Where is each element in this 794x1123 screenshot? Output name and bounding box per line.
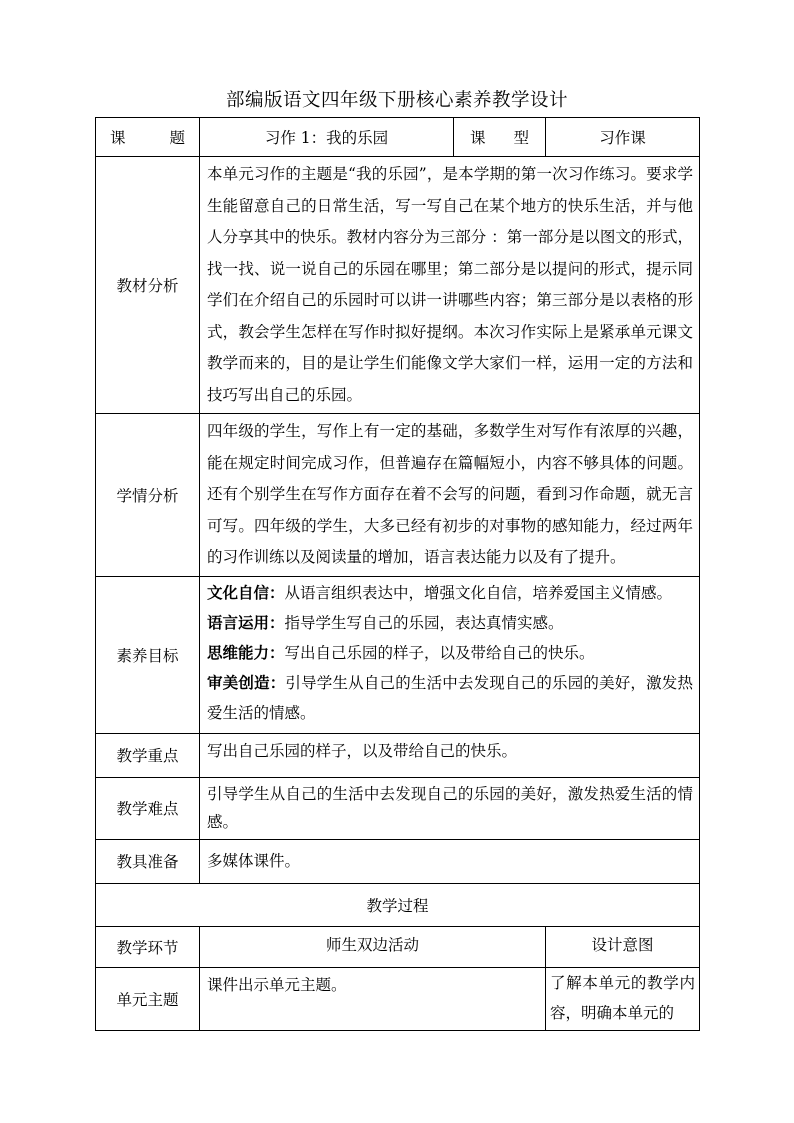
tools-text: 多媒体课件。 bbox=[200, 839, 700, 883]
focus-label: 教学重点 bbox=[96, 733, 200, 777]
intent-cell: 了解本单元的教学内容，明确本单元的 bbox=[546, 967, 700, 1030]
stage-cell: 单元主题 bbox=[96, 967, 200, 1030]
difficulty-row bbox=[96, 777, 700, 839]
material-label: 教材分析 bbox=[96, 157, 200, 414]
col-stage-header: 教学环节 bbox=[96, 926, 200, 967]
students-row bbox=[96, 414, 700, 577]
goals-list bbox=[200, 576, 700, 733]
goal-item bbox=[207, 638, 693, 668]
focus-row bbox=[96, 733, 700, 777]
col-intent-header: 设计意图 bbox=[546, 926, 700, 967]
difficulty-label: 教学难点 bbox=[96, 777, 200, 839]
goal-name: 文化自信： bbox=[207, 582, 285, 602]
goals-row bbox=[96, 576, 700, 733]
goal-name: 语言运用： bbox=[207, 612, 285, 632]
goal-name: 思维能力： bbox=[207, 642, 285, 662]
type-label: 课 型 bbox=[454, 118, 546, 157]
lesson-plan-table bbox=[95, 117, 700, 1031]
difficulty-text: 引导学生从自己的生活中去发现自己的乐园的美好，激发热爱生活的情感。 bbox=[200, 777, 700, 839]
goal-text: 写出自己乐园的样子，以及带给自己的快乐。 bbox=[284, 643, 595, 662]
students-text: 四年级的学生，写作上有一定的基础，多数学生对写作有浓厚的兴趣，能在规定时间完成习作，但普遍存在篇幅短小，内容不够具体的问题。还有个别学生在写作方面存在着不会写的问题，看到习作命题，就无言可写。四年级的学生，大多已经有初步的对事物的感知能力，经过两年的习作训练以及阅读量的增加，语言表达能力以及有了提升。 bbox=[200, 414, 700, 577]
goal-text: 从语言组织表达中，增强文化自信，培养爱国主义情感。 bbox=[284, 583, 673, 602]
process-row bbox=[96, 967, 700, 1030]
process-heading-row bbox=[96, 883, 700, 926]
goal-item bbox=[207, 608, 693, 638]
focus-text: 写出自己乐园的样子，以及带给自己的快乐。 bbox=[200, 733, 700, 777]
subject-value: 习作 1：我的乐园 bbox=[200, 118, 454, 157]
activity-cell: 课件出示单元主题。 bbox=[200, 967, 546, 1030]
students-label: 学情分析 bbox=[96, 414, 200, 577]
page-title: 部编版语文四年级下册核心素养教学设计 bbox=[225, 90, 568, 111]
material-row bbox=[96, 157, 700, 414]
goal-text: 指导学生写自己的乐园，表达真情实感。 bbox=[284, 613, 564, 632]
process-heading: 教学过程 bbox=[96, 883, 700, 926]
type-value: 习作课 bbox=[546, 118, 700, 157]
goal-name: 审美创造： bbox=[207, 672, 286, 692]
goal-item bbox=[207, 668, 693, 728]
header-row bbox=[96, 118, 700, 157]
goal-item bbox=[207, 578, 693, 608]
subject-label: 课 题 bbox=[96, 118, 200, 157]
goal-text: 引导学生从自己的生活中去发现自己的乐园的美好，激发热爱生活的情感。 bbox=[207, 673, 693, 722]
material-text: 本单元习作的主题是“我的乐园”，是本学期的第一次习作练习。要求学生能留意自己的日常生活，写一写自己在某个地方的快乐生活，并与他人分享其中的快乐。教材内容分为三部分 ：第一部分是以图文的形式，找一找、说一说自己的乐园在哪里；第二部分是以提问的形式，提示同学们在介绍自己的乐园时可以讲一讲哪些内容；第三部分是以表格的形式，教会学生怎样在写作时拟好提纲。本次习作实际上是紧承单元课文教学而来的，目的是让学生们能像文学大家们一样，运用一定的方法和技巧写出自己的乐园。 bbox=[200, 157, 700, 414]
process-columns-row bbox=[96, 926, 700, 967]
tools-row bbox=[96, 839, 700, 883]
tools-label: 教具准备 bbox=[96, 839, 200, 883]
col-activity-header: 师生双边活动 bbox=[200, 926, 546, 967]
goals-label: 素养目标 bbox=[96, 576, 200, 733]
